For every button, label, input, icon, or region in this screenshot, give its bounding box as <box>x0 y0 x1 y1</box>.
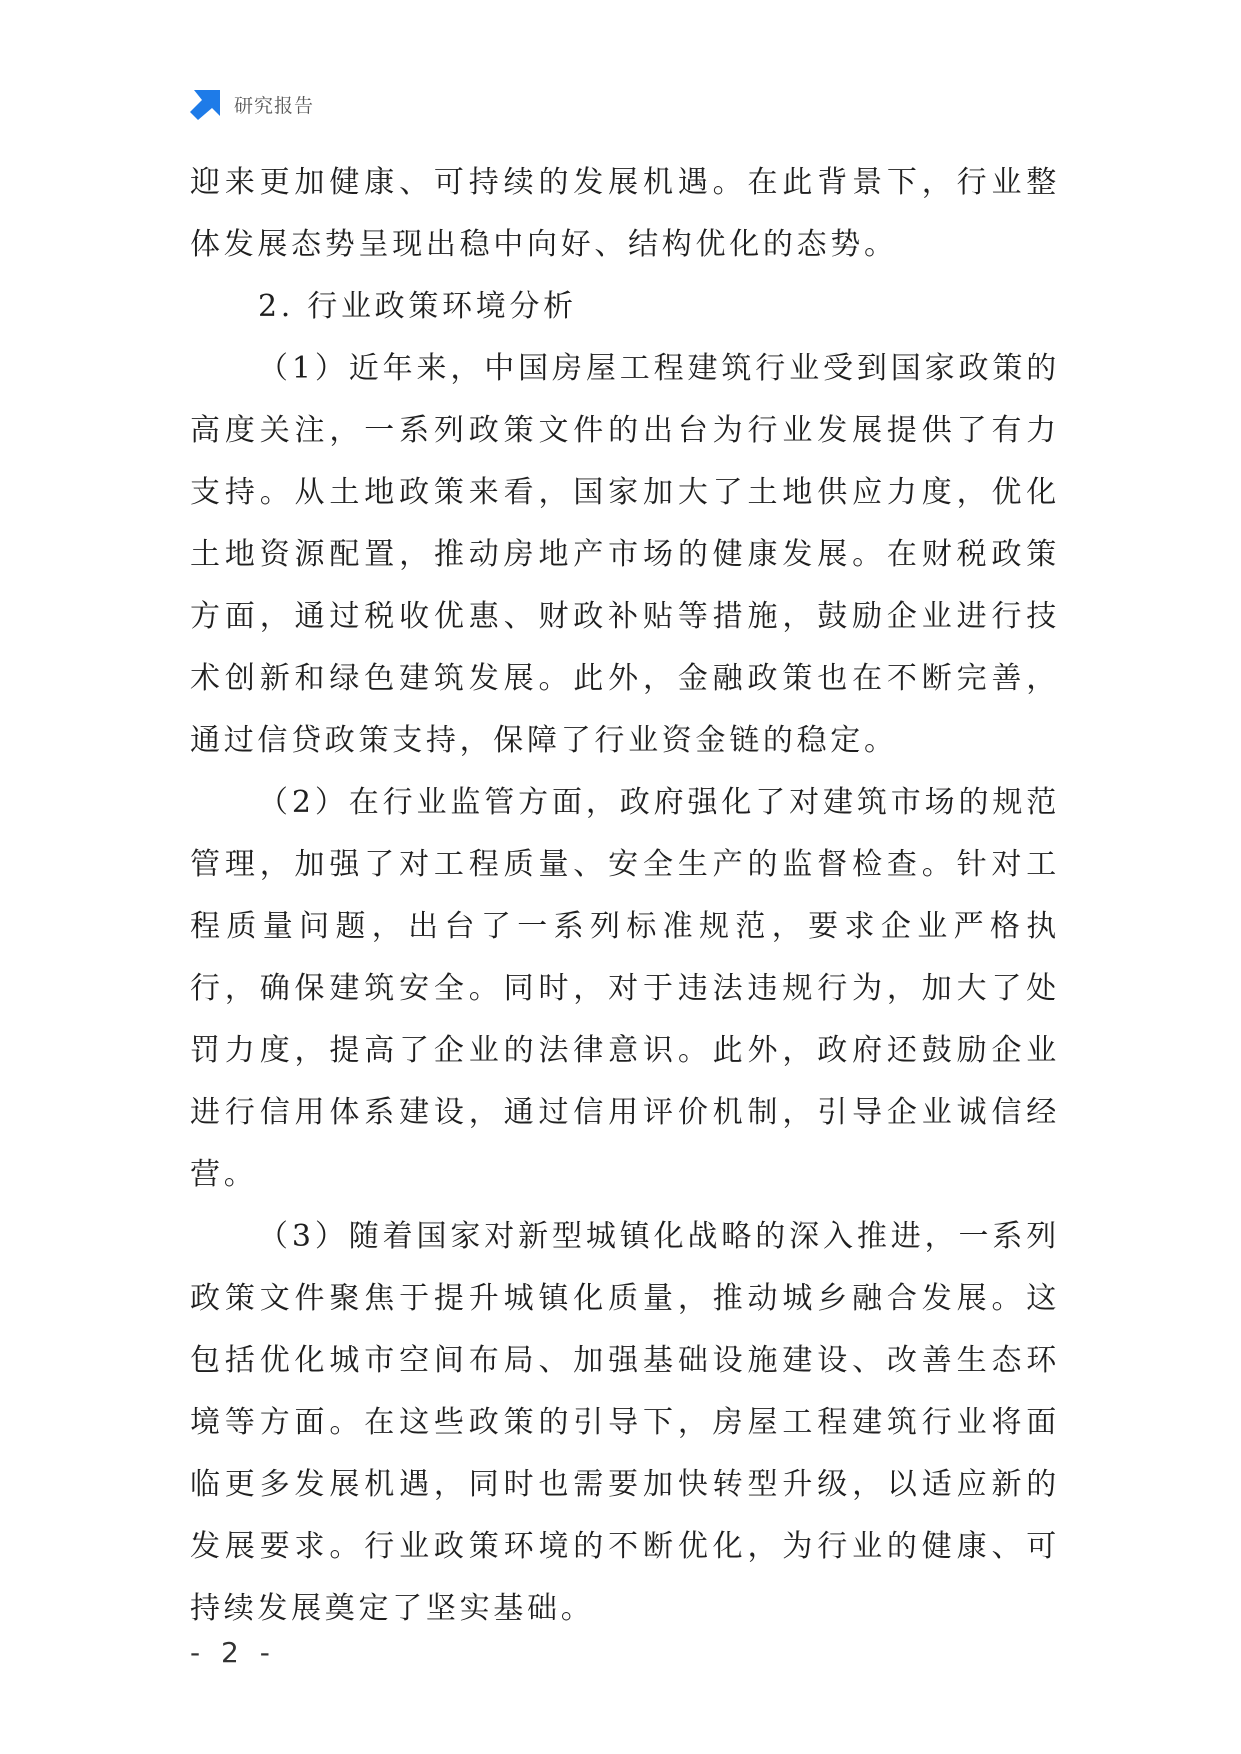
paragraph-policy-2: （2）在行业监管方面，政府强化了对建筑市场的规范管理，加强了对工程质量、安全生产的监督检查。针对工程质量问题，出台了一系列标准规范，要求企业严格执行，确保建筑安全。同时，对于违法违规行为，加大了处罚力度，提高了企业的法律意识。此外，政府还鼓励企业进行信用体系建设，通过信用评价机制，引导企业诚信经营。 <box>190 785 1060 1192</box>
page-header <box>190 86 314 122</box>
arrow-up-right-icon <box>190 88 222 120</box>
section-heading: 2. 行业政策环境分析 <box>258 289 577 324</box>
paragraph-policy-3: （3）随着国家对新型城镇化战略的深入推进，一系列政策文件聚焦于提升城镇化质量，推动城乡融合发展。这包括优化城市空间布局、加强基础设施建设、改善生态环境等方面。在这些政策的引导下，房屋工程建筑行业将面临更多发展机遇，同时也需要加快转型升级，以适应新的发展要求。行业政策环境的不断优化，为行业的健康、可持续发展奠定了坚实基础。 <box>190 1219 1060 1626</box>
page-number: - 2 - <box>190 1636 276 1669</box>
report-label: 研究报告 <box>234 94 315 117</box>
paragraph-policy-1: （1）近年来，中国房屋工程建筑行业受到国家政策的高度关注，一系列政策文件的出台为行业发展提供了有力支持。从土地政策来看，国家加大了土地供应力度，优化土地资源配置，推动房地产市场的健康发展。在财税政策方面，通过税收优惠、财政补贴等措施，鼓励企业进行技术创新和绿色建筑发展。此外，金融政策也在不断完善，通过信贷政策支持，保障了行业资金链的稳定。 <box>190 351 1060 758</box>
paragraph-continuation: 迎来更加健康、可持续的发展机遇。在此背景下，行业整体发展态势呈现出稳中向好、结构优化的态势。 <box>190 165 1060 262</box>
document-body <box>190 152 1060 1640</box>
